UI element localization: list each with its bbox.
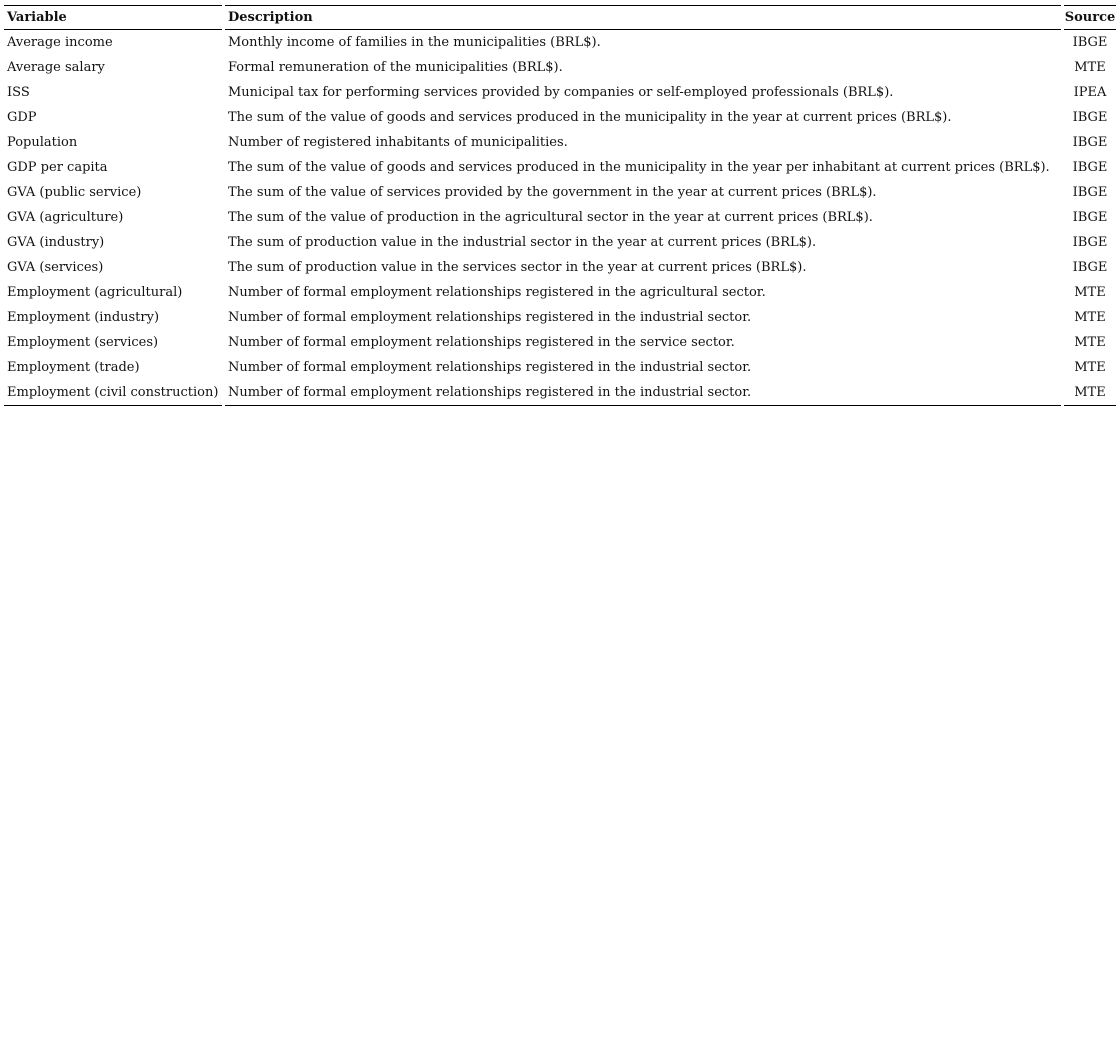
table-row: [4, 305, 1116, 330]
cell-source: IBGE: [1072, 35, 1108, 50]
cell-description: Number of formal employment relationships registered in the service sector.: [228, 335, 735, 350]
cell-description: Monthly income of families in the municipalities (BRL$).: [228, 35, 601, 50]
variables-table: [4, 5, 1116, 406]
cell-description: The sum of the value of goods and services produced in the municipality in the year at current prices (BRL$).: [228, 110, 952, 125]
cell-variable: Employment (industry): [7, 310, 160, 325]
cell-description: The sum of production value in the industrial sector in the year at current prices (BRL$).: [228, 235, 817, 250]
cell-variable: GVA (industry): [7, 235, 105, 250]
cell-variable: Population: [7, 135, 78, 150]
table-row: [4, 105, 1116, 130]
cell-variable: Average income: [7, 35, 113, 50]
table-row: [4, 80, 1116, 105]
cell-description: Number of formal employment relationships registered in the industrial sector.: [228, 360, 752, 375]
cell-variable: Employment (agricultural): [7, 285, 183, 300]
cell-source: MTE: [1074, 335, 1106, 350]
cell-variable: Average salary: [7, 60, 105, 75]
cell-source: IBGE: [1072, 185, 1108, 200]
cell-description: Formal remuneration of the municipalities (BRL$).: [228, 60, 563, 75]
cell-source: MTE: [1074, 285, 1106, 300]
cell-description: The sum of the value of services provided by the government in the year at current prices (BRL$).: [228, 185, 877, 200]
cell-source: MTE: [1064, 380, 1116, 406]
cell-description: The sum of production value in the services sector in the year at current prices (BRL$).: [228, 260, 807, 275]
cell-description: Number of formal employment relationships registered in the industrial sector.: [225, 380, 1061, 406]
table-row: [4, 130, 1116, 155]
table-row: [4, 330, 1116, 355]
table-header: [4, 5, 1116, 30]
cell-source: IBGE: [1072, 210, 1108, 225]
cell-source: IBGE: [1072, 160, 1108, 175]
cell-variable: GVA (agriculture): [7, 210, 124, 225]
header-description: Description: [225, 5, 1061, 30]
cell-variable: GDP: [7, 110, 37, 125]
cell-description: The sum of the value of production in the agricultural sector in the year at current prices (BRL$).: [228, 210, 873, 225]
table-row: [4, 55, 1116, 80]
cell-source: IBGE: [1072, 135, 1108, 150]
header-source: Source: [1064, 5, 1116, 30]
cell-source: IBGE: [1072, 110, 1108, 125]
cell-source: IPEA: [1073, 85, 1107, 100]
cell-description: Number of formal employment relationships registered in the agricultural sector.: [228, 285, 766, 300]
header-variable: Variable: [4, 5, 222, 30]
cell-source: MTE: [1074, 310, 1106, 325]
cell-variable: GDP per capita: [7, 160, 108, 175]
table-row: [4, 230, 1116, 255]
header-row: [4, 5, 1116, 30]
cell-variable: GVA (services): [7, 260, 104, 275]
cell-source: IBGE: [1072, 235, 1108, 250]
cell-description: Number of formal employment relationships registered in the industrial sector.: [228, 310, 752, 325]
table-row: [4, 355, 1116, 380]
cell-source: MTE: [1074, 360, 1106, 375]
cell-source: IBGE: [1072, 260, 1108, 275]
cell-description: Municipal tax for performing services provided by companies or self-employed professionals (BRL$).: [228, 85, 894, 100]
cell-description: The sum of the value of goods and services produced in the municipality in the year per inhabitant at current prices (BRL$).: [228, 160, 1050, 175]
cell-description: Number of registered inhabitants of municipalities.: [228, 135, 568, 150]
table-body: [4, 30, 1116, 406]
cell-variable: Employment (civil construction): [4, 380, 222, 406]
table-row: [4, 180, 1116, 205]
variables-table-container: [4, 5, 1116, 406]
table-row: [4, 255, 1116, 280]
table-row: [4, 30, 1116, 55]
cell-source: MTE: [1074, 60, 1106, 75]
table-row: [4, 155, 1116, 180]
cell-variable: Employment (trade): [7, 360, 140, 375]
table-row: [4, 380, 1116, 406]
cell-variable: Employment (services): [7, 335, 159, 350]
cell-variable: GVA (public service): [7, 185, 142, 200]
table-row: [4, 280, 1116, 305]
cell-variable: ISS: [7, 85, 30, 100]
table-row: [4, 205, 1116, 230]
